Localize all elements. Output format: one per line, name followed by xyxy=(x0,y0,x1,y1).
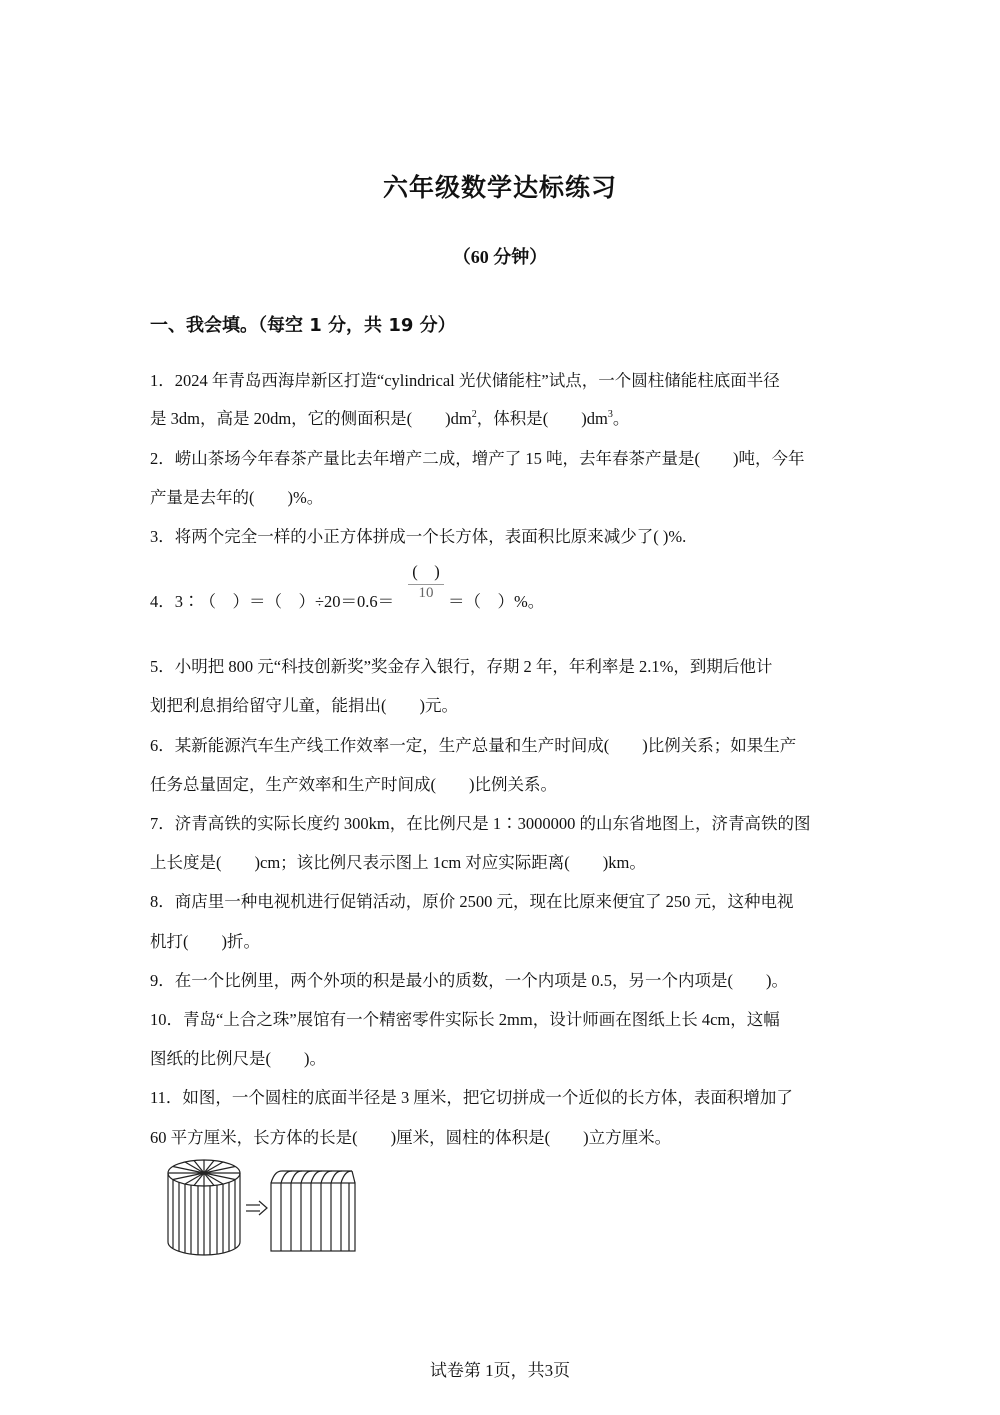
question-4-right: ＝（ ）%。 xyxy=(448,592,545,611)
question-8-line-2: 机打( )折。 xyxy=(150,932,260,951)
cuboid-illustration xyxy=(271,1171,355,1251)
fraction-numerator: ( ) xyxy=(412,562,440,581)
page-title: 六年级数学达标练习 xyxy=(382,173,617,202)
question-3-line-1: 3．将两个完全一样的小正方体拼成一个长方体，表面积比原来减少了( )%. xyxy=(150,527,687,546)
question-10-line-1: 10．青岛“上合之珠”展馆有一个精密零件实际长 2mm，设计师画在图纸上长 4cm，这幅 xyxy=(150,1010,780,1029)
superscript-cubed: 3 xyxy=(607,409,613,420)
question-1-line-1: 1．2024 年青岛西海岸新区打造“cylindrical 光伏储能柱”试点，一个圆柱储能柱底面半径 xyxy=(150,371,780,390)
question-1-text-c: 。 xyxy=(612,409,630,428)
question-2-line-2: 产量是去年的( )%。 xyxy=(150,488,324,507)
cylinder-to-cuboid-figure xyxy=(160,1155,365,1260)
superscript-squared: 2 xyxy=(471,409,477,420)
question-1-line-2 xyxy=(150,405,629,429)
question-1-text-b: ，体积是( )dm xyxy=(476,409,608,428)
question-7-line-2: 上长度是( )cm；该比例尺表示图上 1cm 对应实际距离( )km。 xyxy=(150,853,646,872)
question-1-text-a: 是 3dm，高是 20dm，它的侧面积是( )dm xyxy=(150,409,472,428)
question-5-line-2: 划把利息捐给留守儿童，能捐出( )元。 xyxy=(150,696,458,715)
question-5-line-1: 5．小明把 800 元“科技创新奖”奖金存入银行，存期 2 年，年利率是 2.1%，到期后他计 xyxy=(150,657,773,676)
page-footer: 试卷第 1页，共3页 xyxy=(429,1361,571,1380)
question-9-line-1: 9．在一个比例里，两个外项的积是最小的质数，一个内项是 0.5，另一个内项是( )。 xyxy=(150,971,788,990)
question-6-line-2: 任务总量固定，生产效率和生产时间成( )比例关系。 xyxy=(150,775,557,794)
question-11-line-1: 11．如图，一个圆柱的底面半径是 3 厘米，把它切拼成一个近似的长方体，表面积增加了 xyxy=(150,1088,793,1107)
question-6-line-1: 6．某新能源汽车生产线工作效率一定，生产总量和生产时间成( )比例关系；如果生产 xyxy=(150,736,797,755)
question-2-line-1: 2．崂山茶场今年春茶产量比去年增产二成，增产了 15 吨，去年春茶产量是( )吨，今年 xyxy=(150,449,805,468)
question-4-left: 4．3∶（ ）＝（ ）÷20＝0.6＝ xyxy=(150,592,395,611)
question-4-fraction xyxy=(408,558,444,602)
question-7-line-1: 7．济青高铁的实际长度约 300km，在比例尺是 1∶3000000 的山东省地图上，济青高铁的图 xyxy=(150,814,811,833)
page-subtitle: （60 分钟） xyxy=(452,247,548,267)
fraction-denominator: 10 xyxy=(418,585,434,601)
cylinder-illustration xyxy=(168,1160,240,1255)
question-8-line-1: 8．商店里一种电视机进行促销活动，原价 2500 元，现在比原来便宜了 250 元，这种电视 xyxy=(150,892,794,911)
question-11-line-2: 60 平方厘米，长方体的长是( )厘米，圆柱的体积是( )立方厘米。 xyxy=(150,1128,672,1147)
arrow-right-icon xyxy=(246,1201,267,1215)
question-10-line-2: 图纸的比例尺是( )。 xyxy=(150,1049,326,1068)
section-heading: 一、我会填。（每空 1 分，共 19 分） xyxy=(150,315,456,336)
